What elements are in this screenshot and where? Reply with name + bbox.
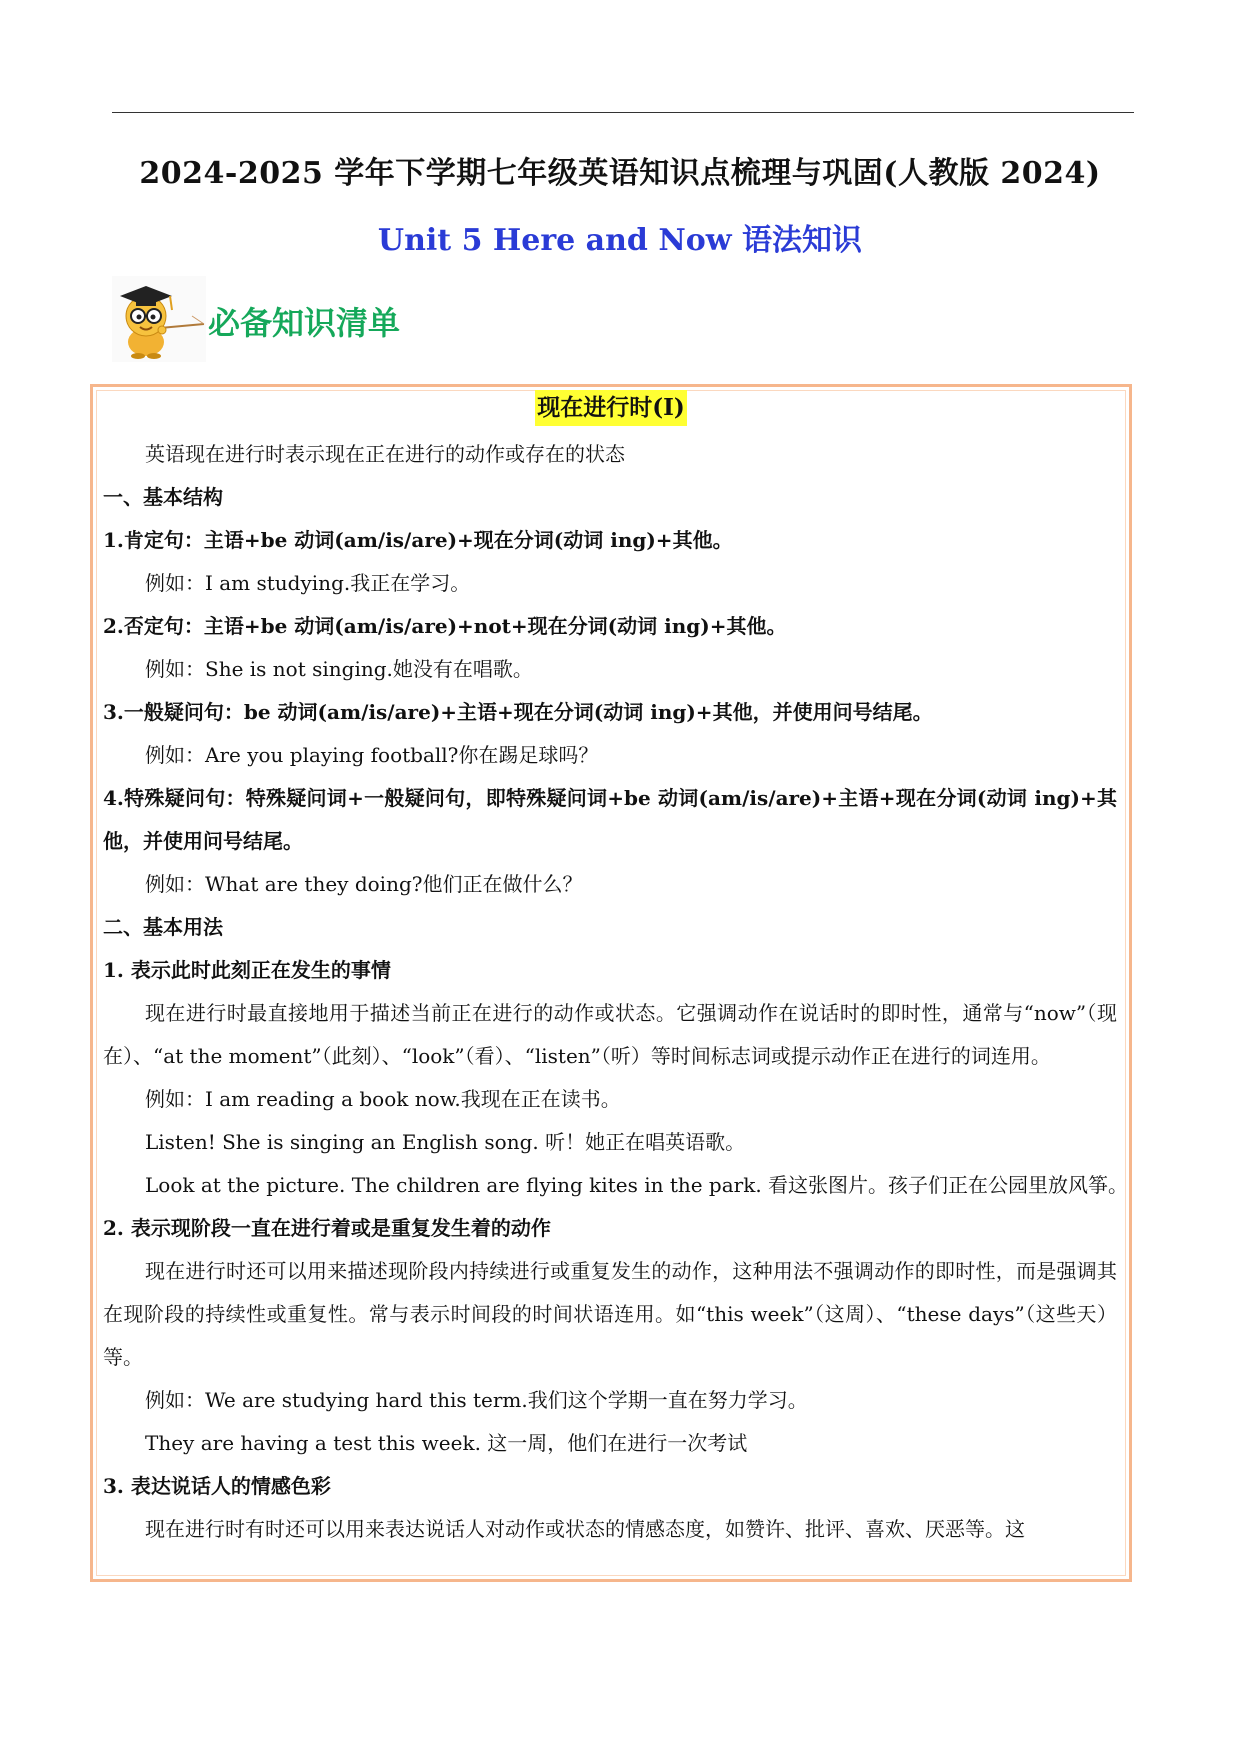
document-subtitle: Unit 5 Here and Now 语法知识 (377, 223, 863, 258)
part2-heading: 二、基本用法 (103, 915, 223, 939)
usage1-example-1: 例如：I am reading a book now.我现在正在读书。 (145, 1087, 621, 1111)
structure-yes-no-question: 3.一般疑问句：be 动词(am/is/are)+主语+现在分词(动词 ing)+其他，并使用问号结尾。 (103, 700, 933, 724)
usage2-example-1: 例如：We are studying hard this term.我们这个学期一直在努力学习。 (145, 1388, 808, 1412)
example-affirmative: 例如：I am studying.我正在学习。 (145, 571, 471, 595)
part1-heading: 一、基本结构 (103, 485, 223, 509)
usage2-text: 现在进行时还可以用来描述现阶段内持续进行或重复发生的动作，这种用法不强调动作的即时性，而是强调其在现阶段的持续性或重复性。常与表示时间段的时间状语连用。如“this week”（这周）、“these days”（这些天）等。 (103, 1259, 1117, 1369)
box-title: 现在进行时(I) (535, 390, 687, 426)
structure-affirmative: 1.肯定句：主语+be 动词(am/is/are)+现在分词(动词 ing)+其他。 (103, 528, 733, 552)
usage3-text: 现在进行时有时还可以用来表达说话人对动作或状态的情感态度，如赞许、批评、喜欢、厌恶等。这 (145, 1517, 1025, 1541)
document-title: 2024-2025 学年下学期七年级英语知识点梳理与巩固(人教版 2024) (139, 156, 1101, 191)
usage1-text: 现在进行时最直接地用于描述当前正在进行的动作或状态。它强调动作在说话时的即时性，通常与“now”（现在）、“at the moment”（此刻）、“look”（看）、“listen”（听）等时间标志词或提示动作正在进行的词连用。 (103, 1001, 1117, 1068)
knowledge-box (90, 384, 1132, 1582)
section-heading-row (112, 276, 400, 362)
box-content (103, 433, 1129, 1551)
intro-text: 英语现在进行时表示现在正在进行的动作或存在的状态 (145, 442, 625, 466)
example-negative: 例如：She is not singing.她没有在唱歌。 (145, 657, 533, 681)
usage3-heading: 3. 表达说话人的情感色彩 (103, 1474, 331, 1498)
usage1-example-3: Look at the picture. The children are flying kites in the park. 看这张图片。孩子们正在公园里放风筝。 (145, 1173, 1129, 1197)
scholar-mascot-icon (112, 276, 206, 362)
usage1-example-2: Listen! She is singing an English song. 听！她正在唱英语歌。 (145, 1130, 746, 1154)
usage2-example-2: They are having a test this week. 这一周，他们在进行一次考试 (145, 1431, 748, 1455)
section-heading: 必备知识清单 (208, 304, 401, 342)
example-wh-question: 例如：What are they doing?他们正在做什么？ (145, 872, 583, 896)
example-yes-no-question: 例如：Are you playing football?你在踢足球吗？ (145, 743, 599, 767)
header-rule (112, 112, 1134, 113)
usage2-heading: 2. 表示现阶段一直在进行着或是重复发生着的动作 (103, 1216, 551, 1240)
structure-wh-question: 4.特殊疑问句：特殊疑问词+一般疑问句，即特殊疑问词+be 动词(am/is/are)+主语+现在分词(动词 ing)+其他，并使用问号结尾。 (103, 786, 1117, 853)
structure-negative: 2.否定句：主语+be 动词(am/is/are)+not+现在分词(动词 ing)+其他。 (103, 614, 787, 638)
usage1-heading: 1. 表示此时此刻正在发生的事情 (103, 958, 391, 982)
